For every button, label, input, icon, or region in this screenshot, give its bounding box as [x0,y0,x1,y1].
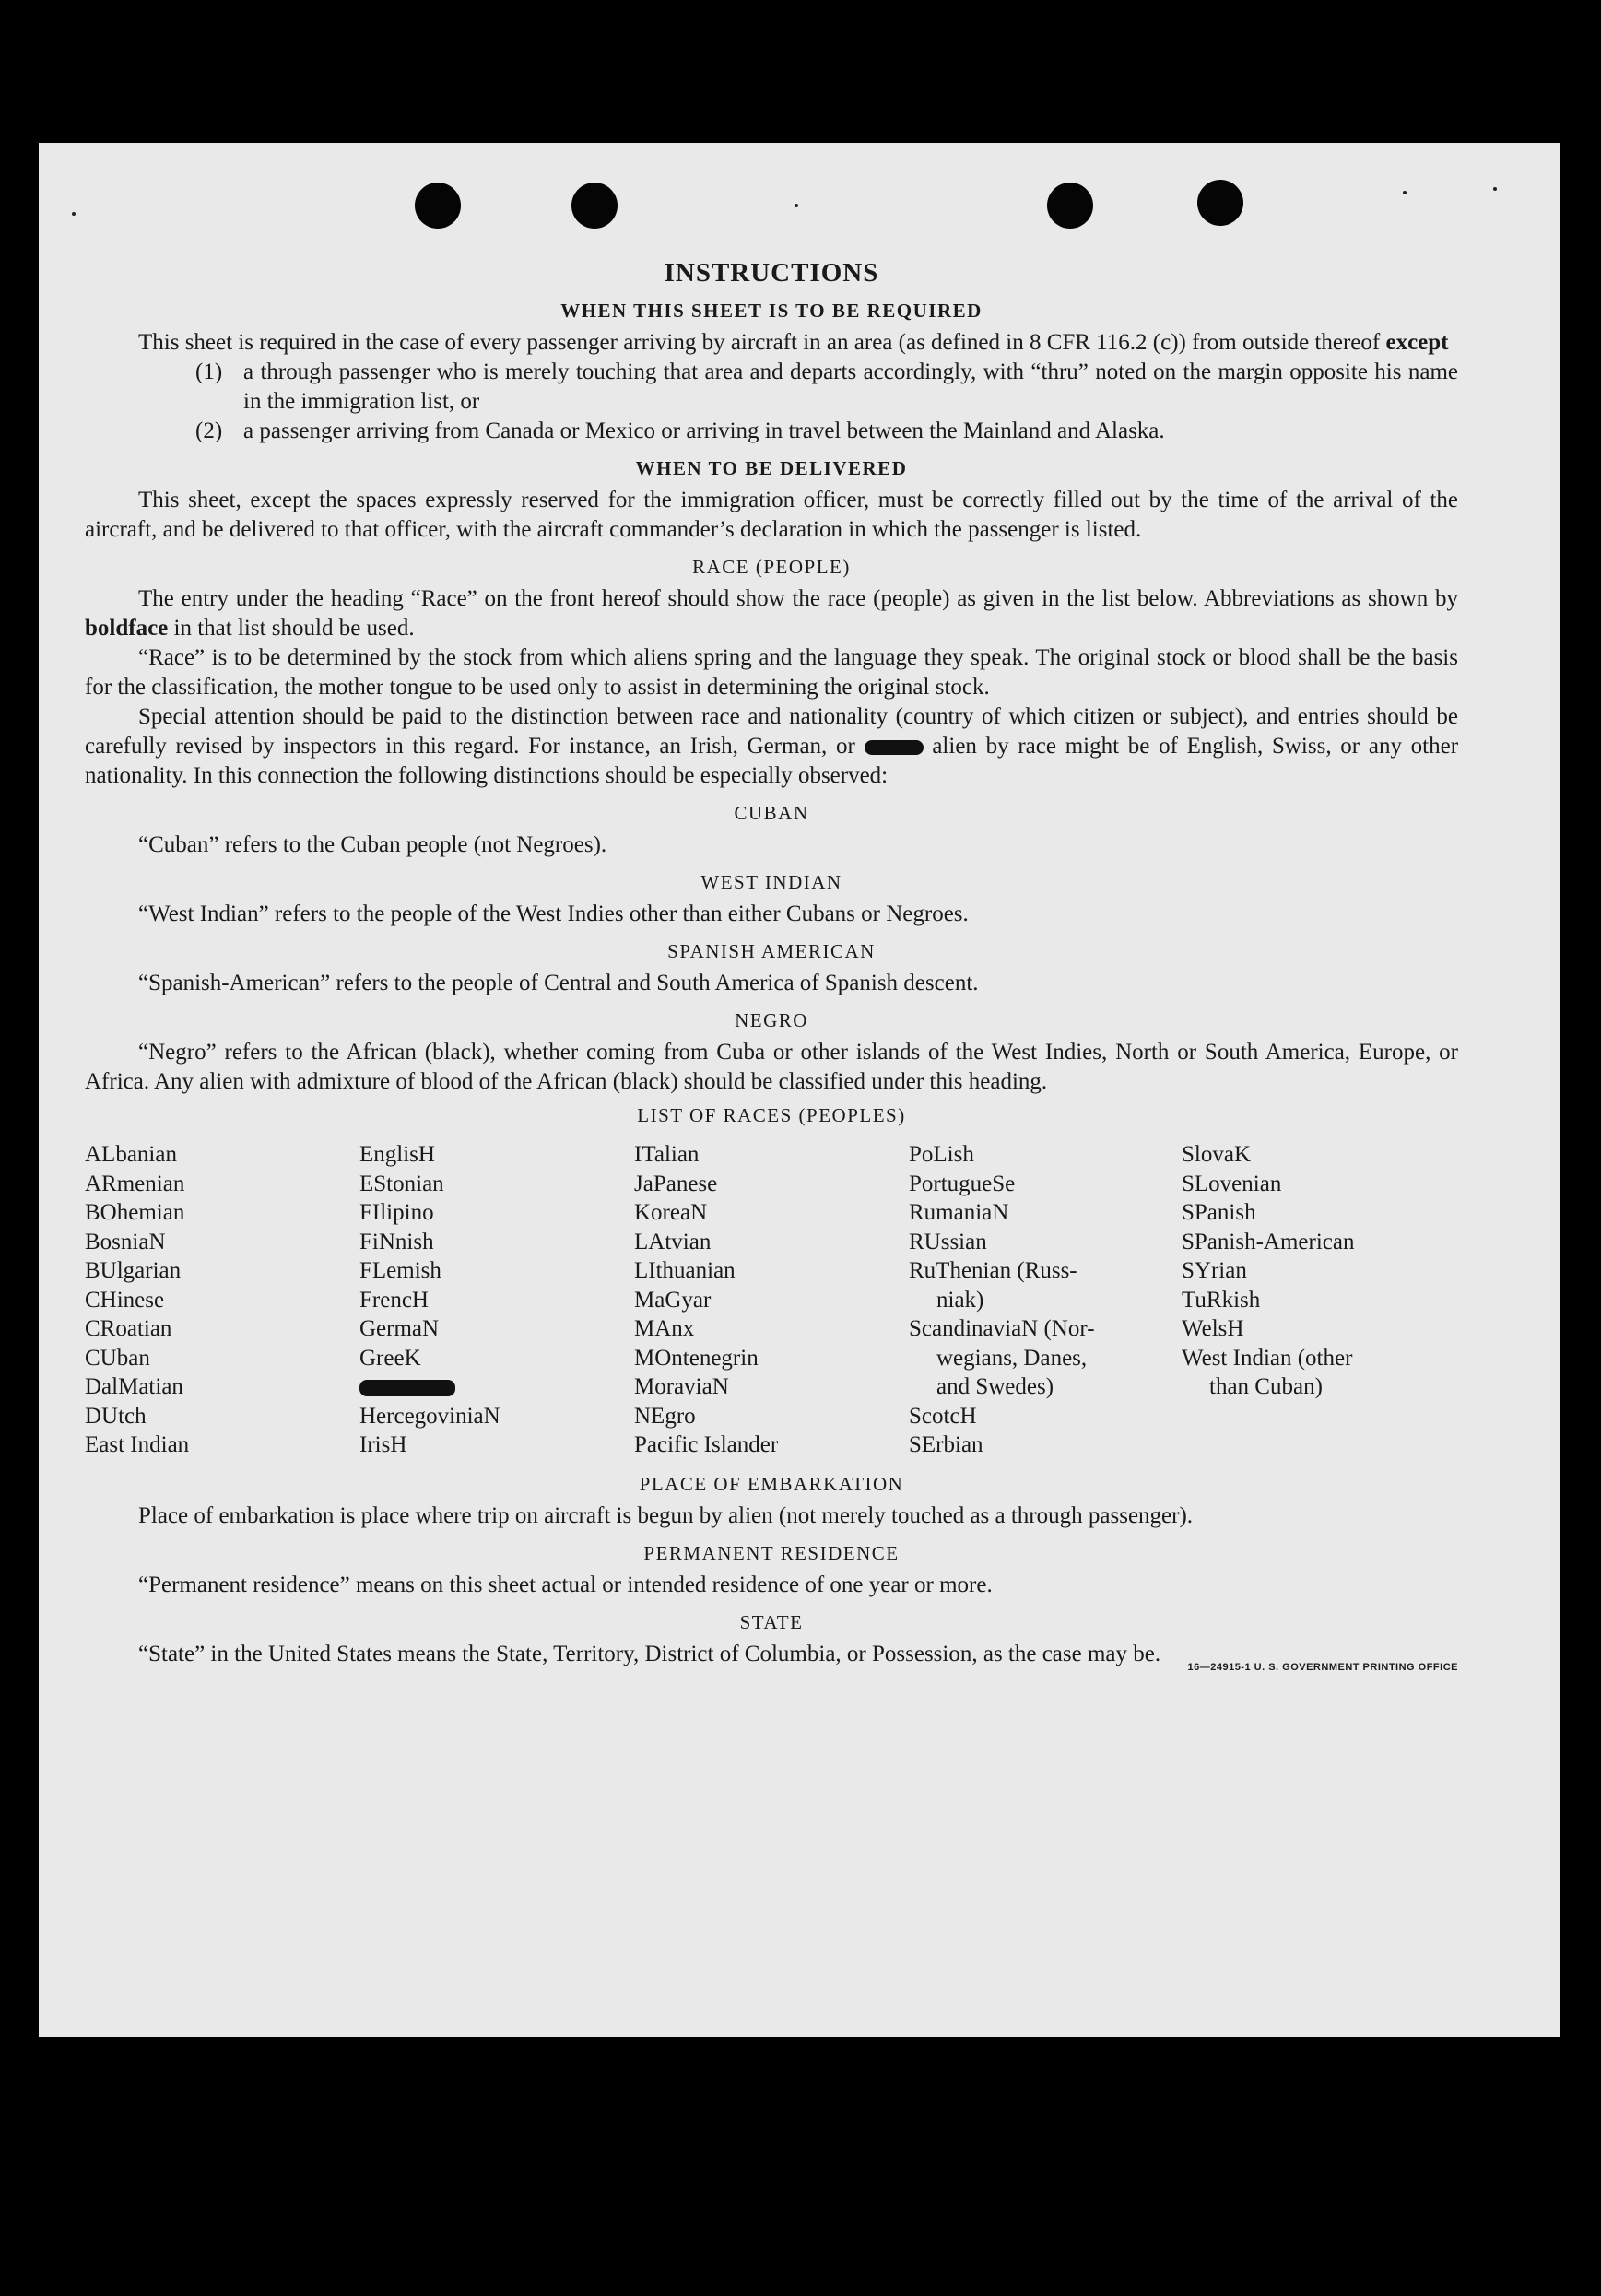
race-entry: East Indian [85,1432,190,1457]
race-entry: KoreaN [634,1200,708,1225]
section-heading-delivered: WHEN TO BE DELIVERED [635,457,908,479]
race-entry: SPanish [1182,1200,1256,1225]
races-column [634,1140,909,1460]
redaction-mark [865,740,924,755]
race-entry: Pacific Islander [634,1432,779,1457]
embarkation-text: Place of embarkation is place where trip on aircraft is begun by alien (not merely touched as a through passenger). [138,1502,1194,1528]
page-title: INSTRUCTIONS [664,258,879,288]
race-entry: CHinese [85,1287,165,1313]
section-heading-state: STATE [739,1610,804,1633]
races-column [909,1140,1182,1460]
race-entry: RUssian [909,1229,987,1254]
race-entry: WelsH [1182,1316,1244,1341]
race-p3-b: alien by race might be of English, Swiss, or any other nationality. In this connection the following distinctions should be especially observed: [85,734,1459,788]
speck [1493,187,1497,191]
speck [1403,191,1407,194]
required-intro-text: This sheet is required in the case of every passenger arriving by aircraft in an area (as defined in 8 CFR 116.2 (c)) from outside thereof [138,330,1381,355]
section-heading-required: WHEN THIS SHEET IS TO BE REQUIRED [560,300,983,322]
race-entry: GreeK [359,1345,421,1371]
race-paragraph-1 [85,584,1458,643]
required-intro [85,328,1458,358]
punch-hole [1197,180,1243,226]
races-list [85,1140,1458,1460]
race-p3-a: Special attention should be paid to the distinction between race and nationality (country of which citizen or subject), and entries should be carefully revised by inspectors in this regard. For instance, an Irish, German, or [85,704,1458,759]
west-indian-text: “West Indian” refers to the people of the West Indies other than either Cubans or Negroes. [138,901,969,926]
printer-imprint: 16—24915-1 U. S. GOVERNMENT PRINTING OFFICE [1187,1661,1458,1673]
item-text: a passenger arriving from Canada or Mexico or arriving in travel between the Mainland and Alaska. [243,418,1165,443]
race-entry: PoLish [909,1142,974,1167]
race-entry: SlovaK [1182,1142,1251,1167]
race-entry: ARmenian [85,1171,185,1196]
race-entry: EnglisH [359,1142,435,1167]
instructions-content [85,258,1459,1673]
section-heading-west-indian: WEST INDIAN [700,871,842,893]
race-entry: than Cuban) [1209,1374,1323,1399]
race-entry: TuRkish [1182,1287,1261,1313]
race-entry: SLovenian [1182,1171,1282,1196]
section-heading-residence: PERMANENT RESIDENCE [643,1541,900,1564]
race-entry: SYrian [1182,1258,1247,1283]
section-heading-embarkation: PLACE OF EMBARKATION [639,1472,904,1495]
race-entry: MAnx [634,1316,695,1341]
punch-hole [571,183,618,229]
redaction-mark [359,1380,455,1396]
document-page [39,143,1560,2037]
race-entry: HercegoviniaN [359,1403,500,1429]
race-entry: SPanish-American [1182,1229,1355,1254]
item-number: (1) [195,359,223,384]
race-entry: ScotcH [909,1403,977,1429]
race-entry: CUban [85,1345,150,1371]
race-entry: MaGyar [634,1287,712,1313]
race-p1-a: The entry under the heading “Race” on the front hereof should show the race (people) as given in the list below. Abbreviations as shown by [138,586,1458,611]
race-entry: DalMatian [85,1374,183,1399]
race-entry: MoraviaN [634,1374,729,1399]
race-entry: LIthuanian [634,1258,736,1283]
race-entry: JaPanese [634,1171,718,1196]
negro-text: “Negro” refers to the African (black), whether coming from Cuba or other islands of the West Indies, North or South America, Europe, or Africa. Any alien with admixture of blood of the African (black) should be classified under this heading. [85,1040,1458,1094]
race-entry: BosniaN [85,1229,166,1254]
required-item [195,417,1458,446]
race-entry: ITalian [634,1142,700,1167]
race-p1-bold: boldface [85,616,169,641]
races-column [85,1140,359,1460]
race-entry: MOntenegrin [634,1345,759,1371]
races-column [1182,1140,1458,1460]
section-heading-cuban: CUBAN [734,802,809,824]
race-entry: RumaniaN [909,1200,1009,1225]
item-number: (2) [195,418,223,443]
section-heading-list-of-races: LIST OF RACES (PEOPLES) [637,1104,906,1126]
cuban-text: “Cuban” refers to the Cuban people (not Negroes). [138,832,607,857]
race-paragraph-3 [85,702,1458,791]
speck [795,204,798,207]
required-except: except [1385,330,1449,355]
punch-hole [1047,183,1093,229]
item-text: a through passenger who is merely touching that area and departs accordingly, with “thru” noted on the margin opposite his name in the immigration list, or [243,359,1458,414]
residence-text: “Permanent residence” means on this sheet actual or intended residence of one year or more. [138,1572,993,1597]
race-p1-b: in that list should be used. [173,616,415,641]
race-entry: ScandinaviaN (Nor- [909,1316,1095,1341]
race-entry: West Indian (other [1182,1345,1353,1371]
race-entry: DUtch [85,1403,147,1429]
race-entry: EStonian [359,1171,444,1196]
race-entry: niak) [936,1287,984,1313]
section-heading-spanish-american: SPANISH AMERICAN [667,940,876,962]
race-entry: CRoatian [85,1316,172,1341]
speck [72,212,76,216]
race-entry: NEgro [634,1403,696,1429]
punch-hole [415,183,461,229]
race-entry: RuThenian (Russ- [909,1258,1077,1283]
race-entry: ALbanian [85,1142,177,1167]
race-entry: SErbian [909,1432,983,1457]
race-entry: IrisH [359,1432,407,1457]
race-paragraph-2: “Race” is to be determined by the stock from which aliens spring and the language they speak. The original stock or blood shall be the basis for the classification, the mother tongue to be used only to assist in determining the original stock. [85,645,1458,700]
delivered-text: This sheet, except the spaces expressly reserved for the immigration officer, must be correctly filled out by the time of the arrival of the aircraft, and be delivered to that officer, with the aircraft commander’s declaration in which the passenger is listed. [85,488,1458,542]
race-entry: FIlipino [359,1200,434,1225]
spanish-american-text: “Spanish-American” refers to the people of Central and South America of Spanish descent. [138,971,979,995]
state-text: “State” in the United States means the State, Territory, District of Columbia, or Possession, as the case may be. [138,1641,1161,1666]
race-entry: BUlgarian [85,1258,182,1283]
race-entry: FrencH [359,1287,429,1313]
race-entry [359,1372,634,1402]
race-entry: and Swedes) [936,1374,1054,1399]
race-entry: FLemish [359,1258,441,1283]
race-entry: BOhemian [85,1200,185,1225]
race-entry: PortugueSe [909,1171,1016,1196]
race-entry: GermaN [359,1316,440,1341]
race-entry: wegians, Danes, [936,1345,1088,1371]
races-column [359,1140,634,1460]
section-heading-race: RACE (PEOPLE) [692,556,851,578]
race-entry: FiNnish [359,1229,434,1254]
race-entry: LAtvian [634,1229,712,1254]
required-item [195,358,1458,417]
section-heading-negro: NEGRO [735,1009,808,1031]
